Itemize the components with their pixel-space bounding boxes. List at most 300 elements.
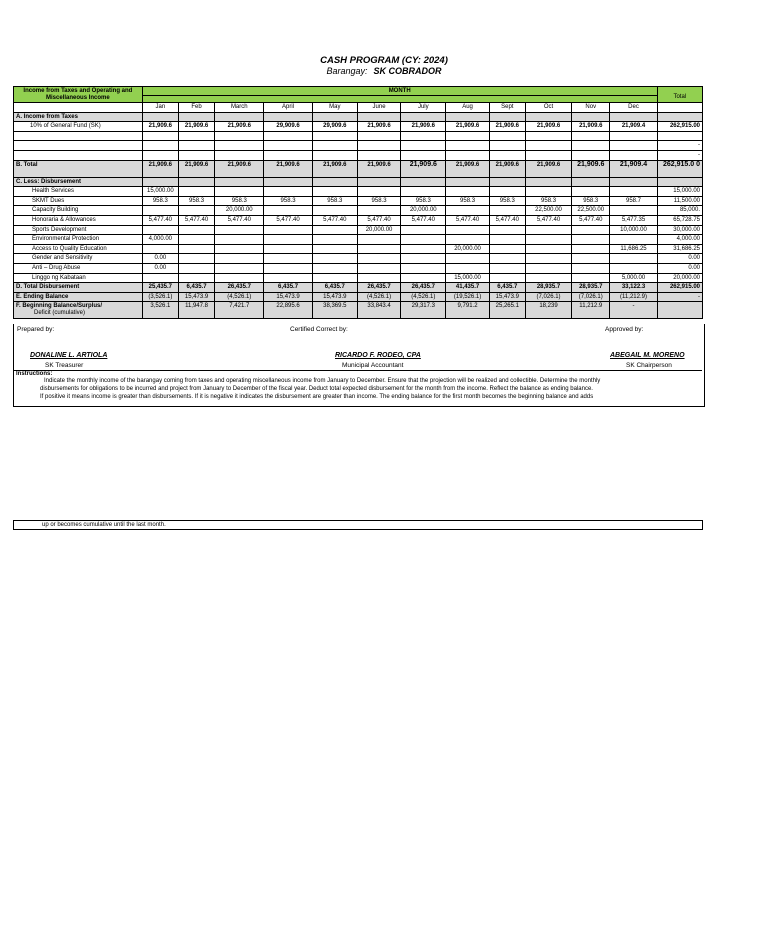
- table-row: [14, 196, 703, 206]
- barangay-line: [0, 66, 768, 76]
- table-cell: [264, 254, 312, 264]
- month-header-april: April: [264, 103, 312, 113]
- table-cell: [572, 150, 610, 160]
- table-cell: 25,265.1: [489, 302, 525, 319]
- barangay-name: SK COBRADOR: [373, 66, 442, 76]
- table-cell: 958.3: [525, 196, 571, 206]
- table-cell: 6,435.7: [178, 283, 214, 293]
- certified-by-label: Certified Correct by:: [290, 326, 348, 333]
- table-cell: 20,000.00: [401, 206, 446, 216]
- table-cell: [178, 206, 214, 216]
- table-cell: [489, 244, 525, 254]
- table-cell: [264, 177, 312, 187]
- table-cell: [525, 244, 571, 254]
- table-cell: 15,000.00: [446, 273, 489, 283]
- table-cell: 21,909.6: [489, 122, 525, 132]
- table-cell: [401, 187, 446, 197]
- table-cell: 18,239: [525, 302, 571, 319]
- month-header-march: March: [215, 103, 264, 113]
- table-cell: 11,686.25: [610, 244, 657, 254]
- table-cell: 20,000.00: [215, 206, 264, 216]
- table-cell: 21,909.6: [178, 122, 214, 132]
- table-cell: [312, 150, 357, 160]
- table-cell: 5,477.35: [610, 215, 657, 225]
- table-cell: 28,935.7: [525, 283, 571, 293]
- table-cell: 21,909.6: [446, 160, 489, 177]
- table-cell: 25,435.7: [142, 283, 178, 293]
- table-cell: 958.3: [178, 196, 214, 206]
- table-row: [14, 244, 703, 254]
- table-cell: 6,435.7: [264, 283, 312, 293]
- table-cell: [312, 235, 357, 245]
- month-header-dec: Dec: [610, 103, 657, 113]
- table-cell: 21,909.6: [446, 122, 489, 132]
- header-total: Total: [657, 87, 702, 103]
- table-cell: 31,686.25: [657, 244, 702, 254]
- table-cell: [215, 141, 264, 151]
- instructions-line-3: If positive it means income is greater than disbursements. If it is negative it indicates the disbursement are greater than income. The ending balance for the first month becomes the beginning balance and adds: [40, 394, 594, 401]
- table-cell: [489, 150, 525, 160]
- instructions-line-2: disbursements for obligations to be incurred and project from January to December of the fiscal year. Deduct total expected disbursement for the month from the income. Reflect the balance as ending balance.: [40, 386, 593, 393]
- document-title: CASH PROGRAM (CY: 2024): [320, 55, 448, 66]
- table-cell: 5,477.40: [489, 215, 525, 225]
- table-cell: 21,909.6: [572, 160, 610, 177]
- table-cell: [264, 112, 312, 122]
- row-label: C. Less: Disbursement: [14, 177, 143, 187]
- table-cell: (4,526.1): [357, 292, 400, 302]
- table-row: [14, 254, 703, 264]
- table-cell: [525, 225, 571, 235]
- table-cell: 15,000.00: [657, 187, 702, 197]
- table-cell: [489, 112, 525, 122]
- certified-name: RICARDO F. RODEO, CPA: [335, 352, 421, 359]
- table-cell: [142, 225, 178, 235]
- table-cell: 21,909.6: [142, 160, 178, 177]
- instructions-line-1: Indicate the monthly income of the barangay coming from taxes and operating miscellaneous income from January to December. Ensure that the projection will be realized and collectible. Determine the monthly: [44, 378, 601, 384]
- header-income-label: Income from Taxes and Operating and Miscellaneous Income: [14, 87, 143, 103]
- header-month: MONTH: [142, 87, 657, 96]
- table-cell: (19,526.1): [446, 292, 489, 302]
- table-cell: 5,477.40: [312, 215, 357, 225]
- table-cell: [215, 112, 264, 122]
- table-cell: [572, 177, 610, 187]
- table-cell: 29,317.3: [401, 302, 446, 319]
- table-cell: [401, 225, 446, 235]
- table-cell: [215, 150, 264, 160]
- table-row: [14, 150, 703, 160]
- table-cell: 21,909.6: [215, 122, 264, 132]
- table-cell: [446, 177, 489, 187]
- table-cell: [264, 235, 312, 245]
- table-cell: [610, 187, 657, 197]
- table-cell: [357, 112, 400, 122]
- table-cell: [610, 141, 657, 151]
- table-cell: [446, 150, 489, 160]
- table-cell: [401, 244, 446, 254]
- row-label: D. Total Disbursement: [14, 283, 143, 293]
- table-cell: 5,477.40: [401, 215, 446, 225]
- table-cell: 20,000.00: [446, 244, 489, 254]
- table-cell: 6,435.7: [312, 283, 357, 293]
- table-cell: [312, 225, 357, 235]
- table-cell: (11,212.9): [610, 292, 657, 302]
- table-cell: 26,435.7: [357, 283, 400, 293]
- table-cell: 4,000.00: [142, 235, 178, 245]
- table-cell: 958.3: [401, 196, 446, 206]
- table-row: [14, 131, 703, 141]
- instructions-heading: Instructions:: [16, 371, 53, 377]
- month-header-july: July: [401, 103, 446, 113]
- table-cell: [178, 131, 214, 141]
- table-cell: [610, 150, 657, 160]
- table-cell: 21,909.6: [312, 160, 357, 177]
- table-cell: 85,000.: [657, 206, 702, 216]
- table-cell: [525, 141, 571, 151]
- table-cell: 958.3: [312, 196, 357, 206]
- table-cell: [178, 244, 214, 254]
- table-cell: [215, 263, 264, 273]
- table-cell: 958.3: [446, 196, 489, 206]
- table-cell: [357, 150, 400, 160]
- table-cell: 958.3: [572, 196, 610, 206]
- instructions-continued-text: up or becomes cumulative until the last month.: [42, 522, 166, 528]
- table-cell: -: [657, 292, 702, 302]
- table-cell: 21,909.6: [525, 122, 571, 132]
- prepared-name: DONALINE L. ARTIOLA: [30, 352, 108, 359]
- table-cell: [657, 302, 702, 319]
- row-label: Access to Quality Education: [14, 244, 143, 254]
- table-cell: [215, 225, 264, 235]
- table-cell: [489, 131, 525, 141]
- table-row: [14, 225, 703, 235]
- month-header-jan: Jan: [142, 103, 178, 113]
- table-cell: [446, 235, 489, 245]
- table-cell: 30,000.00: [657, 225, 702, 235]
- table-cell: [215, 131, 264, 141]
- table-cell: 21,909.6: [489, 160, 525, 177]
- table-cell: [142, 206, 178, 216]
- table-cell: [446, 206, 489, 216]
- instructions: [14, 370, 702, 402]
- table-cell: 5,477.40: [178, 215, 214, 225]
- table-cell: [572, 273, 610, 283]
- table-cell: 5,477.40: [215, 215, 264, 225]
- table-cell: [264, 150, 312, 160]
- table-cell: [142, 112, 178, 122]
- table-cell: -: [657, 141, 702, 151]
- table-cell: [178, 177, 214, 187]
- table-cell: [489, 206, 525, 216]
- table-cell: [215, 254, 264, 264]
- table-cell: [215, 244, 264, 254]
- row-label: [14, 150, 143, 160]
- table-cell: [178, 235, 214, 245]
- cash-program-table: [13, 86, 703, 319]
- table-cell: [357, 141, 400, 151]
- table-cell: [610, 131, 657, 141]
- table-cell: 21,909.6: [264, 160, 312, 177]
- row-label: B. Total: [14, 160, 143, 177]
- table-cell: [357, 206, 400, 216]
- row-label: A. Income from Taxes: [14, 112, 143, 122]
- table-cell: 15,473.9: [489, 292, 525, 302]
- table-cell: [446, 263, 489, 273]
- table-cell: 20,000.00: [357, 225, 400, 235]
- table-cell: 65,728.75: [657, 215, 702, 225]
- table-cell: 29,909.6: [264, 122, 312, 132]
- row-label: 10% of General Fund (SK): [14, 122, 143, 132]
- table-cell: 22,500.00: [572, 206, 610, 216]
- table-cell: 38,369.5: [312, 302, 357, 319]
- table-cell: [215, 273, 264, 283]
- table-cell: [572, 131, 610, 141]
- table-cell: [178, 273, 214, 283]
- row-label: Capacity Building: [14, 206, 143, 216]
- month-header-row: [14, 103, 703, 113]
- row-label: Gender and Sensitivity: [14, 254, 143, 264]
- table-cell: [657, 112, 702, 122]
- table-cell: [215, 177, 264, 187]
- instructions-continued: [13, 520, 703, 530]
- month-header-sept: Sept: [489, 103, 525, 113]
- table-cell: [264, 206, 312, 216]
- table-cell: (4,526.1): [401, 292, 446, 302]
- table-cell: [572, 235, 610, 245]
- table-cell: (7,026.1): [572, 292, 610, 302]
- table-cell: [357, 177, 400, 187]
- table-row: [14, 177, 703, 187]
- table-cell: [610, 206, 657, 216]
- table-cell: [525, 177, 571, 187]
- table-cell: [357, 254, 400, 264]
- row-label: Sports Development: [14, 225, 143, 235]
- beginning-balance-label: F. Beginning Balance/Surplus/: [16, 303, 103, 310]
- table-row: [14, 141, 703, 151]
- table-row: [14, 283, 703, 293]
- table-cell: 22,500.00: [525, 206, 571, 216]
- table-cell: 33,122.3: [610, 283, 657, 293]
- table-cell: [610, 254, 657, 264]
- table-row: [14, 263, 703, 273]
- table-cell: (7,026.1): [525, 292, 571, 302]
- table-cell: 21,909.6: [572, 122, 610, 132]
- table-cell: 958.7: [610, 196, 657, 206]
- table-cell: 20,000.00: [657, 273, 702, 283]
- table-cell: [489, 235, 525, 245]
- table-cell: 0.00: [657, 254, 702, 264]
- table-cell: [401, 112, 446, 122]
- table-cell: (4,526.1): [215, 292, 264, 302]
- table-cell: [489, 187, 525, 197]
- table-cell: [525, 273, 571, 283]
- table-cell: [142, 141, 178, 151]
- row-label: E. Ending Balance: [14, 292, 143, 302]
- table-cell: [142, 177, 178, 187]
- table-cell: [572, 187, 610, 197]
- table-cell: [401, 263, 446, 273]
- table-cell: 5,000.00: [610, 273, 657, 283]
- certified-title: Municipal Accountant: [342, 362, 404, 369]
- table-cell: [215, 235, 264, 245]
- row-label: Honoraria & Allowances: [14, 215, 143, 225]
- month-header-june: June: [357, 103, 400, 113]
- table-cell: 15,473.9: [264, 292, 312, 302]
- table-cell: -: [610, 302, 657, 319]
- table-cell: [264, 131, 312, 141]
- table-cell: [264, 187, 312, 197]
- table-cell: [610, 235, 657, 245]
- table-cell: [657, 131, 702, 141]
- table-cell: 21,909.6: [357, 160, 400, 177]
- table-cell: [446, 141, 489, 151]
- month-header-nov: Nov: [572, 103, 610, 113]
- table-cell: [178, 263, 214, 273]
- table-cell: 21,909.4: [610, 122, 657, 132]
- table-cell: 28,935.7: [572, 283, 610, 293]
- row-label: [14, 141, 143, 151]
- table-cell: 262,915.00: [657, 122, 702, 132]
- table-cell: 29,909.6: [312, 122, 357, 132]
- table-cell: 33,843.4: [357, 302, 400, 319]
- row-label: Linggo ng Kabataan: [14, 273, 143, 283]
- table-cell: [312, 187, 357, 197]
- table-cell: [572, 112, 610, 122]
- table-cell: 11,212.9: [572, 302, 610, 319]
- table-cell: [489, 225, 525, 235]
- table-cell: 262,915.00: [657, 283, 702, 293]
- table-cell: 22,895.6: [264, 302, 312, 319]
- table-cell: [357, 244, 400, 254]
- table-cell: [525, 112, 571, 122]
- table-cell: 21,909.6: [525, 160, 571, 177]
- table-cell: 21,909.6: [357, 122, 400, 132]
- table-cell: 262,915.0 0: [657, 160, 702, 177]
- table-cell: 7,421.7: [215, 302, 264, 319]
- table-cell: 958.3: [215, 196, 264, 206]
- table-cell: 6,435.7: [489, 283, 525, 293]
- table-cell: [401, 150, 446, 160]
- table-cell: [312, 273, 357, 283]
- table-cell: 21,909.4: [610, 160, 657, 177]
- signature-block: [13, 324, 705, 407]
- table-cell: [572, 244, 610, 254]
- table-cell: [312, 112, 357, 122]
- table-cell: [178, 225, 214, 235]
- table-cell: [489, 141, 525, 151]
- table-cell: 5,477.40: [572, 215, 610, 225]
- table-cell: 21,909.6: [401, 122, 446, 132]
- row-label: Health Services: [14, 187, 143, 197]
- table-cell: -: [657, 150, 702, 160]
- table-cell: [610, 263, 657, 273]
- table-cell: 5,477.40: [357, 215, 400, 225]
- table-row: [14, 112, 703, 122]
- table-cell: [610, 177, 657, 187]
- approved-name: ABEGAIL M. MORENO: [610, 352, 685, 359]
- table-cell: [178, 141, 214, 151]
- table-cell: [525, 150, 571, 160]
- table-cell: [312, 206, 357, 216]
- table-cell: 15,000.00: [142, 187, 178, 197]
- table-cell: [572, 263, 610, 273]
- table-cell: [525, 131, 571, 141]
- table-cell: [525, 263, 571, 273]
- table-cell: 15,473.9: [312, 292, 357, 302]
- row-label: Environmental Protection: [14, 235, 143, 245]
- table-cell: 958.3: [489, 196, 525, 206]
- approved-title: SK Chairperson: [626, 362, 672, 369]
- table-cell: 0.00: [142, 263, 178, 273]
- table-cell: [357, 273, 400, 283]
- table-cell: 0.00: [142, 254, 178, 264]
- table-cell: [489, 177, 525, 187]
- table-cell: [264, 141, 312, 151]
- table-cell: [312, 244, 357, 254]
- table-cell: [264, 263, 312, 273]
- table-cell: [446, 131, 489, 141]
- row-label: SKMT Dues: [14, 196, 143, 206]
- table-row: [14, 206, 703, 216]
- table-cell: [312, 263, 357, 273]
- table-row: [14, 273, 703, 283]
- table-cell: 5,477.40: [264, 215, 312, 225]
- table-cell: [489, 254, 525, 264]
- table-cell: [489, 263, 525, 273]
- table-cell: 5,477.40: [142, 215, 178, 225]
- table-cell: [446, 187, 489, 197]
- table-cell: 958.3: [142, 196, 178, 206]
- table-cell: [357, 235, 400, 245]
- table-cell: [401, 273, 446, 283]
- table-cell: [142, 131, 178, 141]
- table-cell: [142, 273, 178, 283]
- table-row: [14, 122, 703, 132]
- table-cell: 11,500.00: [657, 196, 702, 206]
- table-cell: [312, 141, 357, 151]
- table-cell: [264, 273, 312, 283]
- table-cell: [312, 177, 357, 187]
- beginning-balance-row: [14, 302, 703, 319]
- table-row: [14, 187, 703, 197]
- month-header-may: May: [312, 103, 357, 113]
- table-cell: [572, 141, 610, 151]
- table-cell: [446, 112, 489, 122]
- table-cell: 15,473.9: [178, 292, 214, 302]
- table-cell: [525, 235, 571, 245]
- table-cell: [401, 254, 446, 264]
- table-cell: 26,435.7: [215, 283, 264, 293]
- table-cell: 958.3: [264, 196, 312, 206]
- month-header-aug: Aug: [446, 103, 489, 113]
- table-cell: [215, 187, 264, 197]
- barangay-label: Barangay:: [326, 66, 368, 76]
- table-cell: [401, 131, 446, 141]
- table-cell: [142, 150, 178, 160]
- table-cell: (3,526.1): [142, 292, 178, 302]
- table-cell: [178, 150, 214, 160]
- month-header-oct: Oct: [525, 103, 571, 113]
- table-cell: [178, 187, 214, 197]
- table-cell: [446, 254, 489, 264]
- table-cell: [525, 187, 571, 197]
- table-cell: [357, 131, 400, 141]
- table-cell: [657, 177, 702, 187]
- prepared-title: SK Treasurer: [45, 362, 84, 369]
- prepared-by-label: Prepared by:: [17, 326, 55, 333]
- table-cell: [312, 254, 357, 264]
- table-cell: 11,947.8: [178, 302, 214, 319]
- table-cell: [572, 225, 610, 235]
